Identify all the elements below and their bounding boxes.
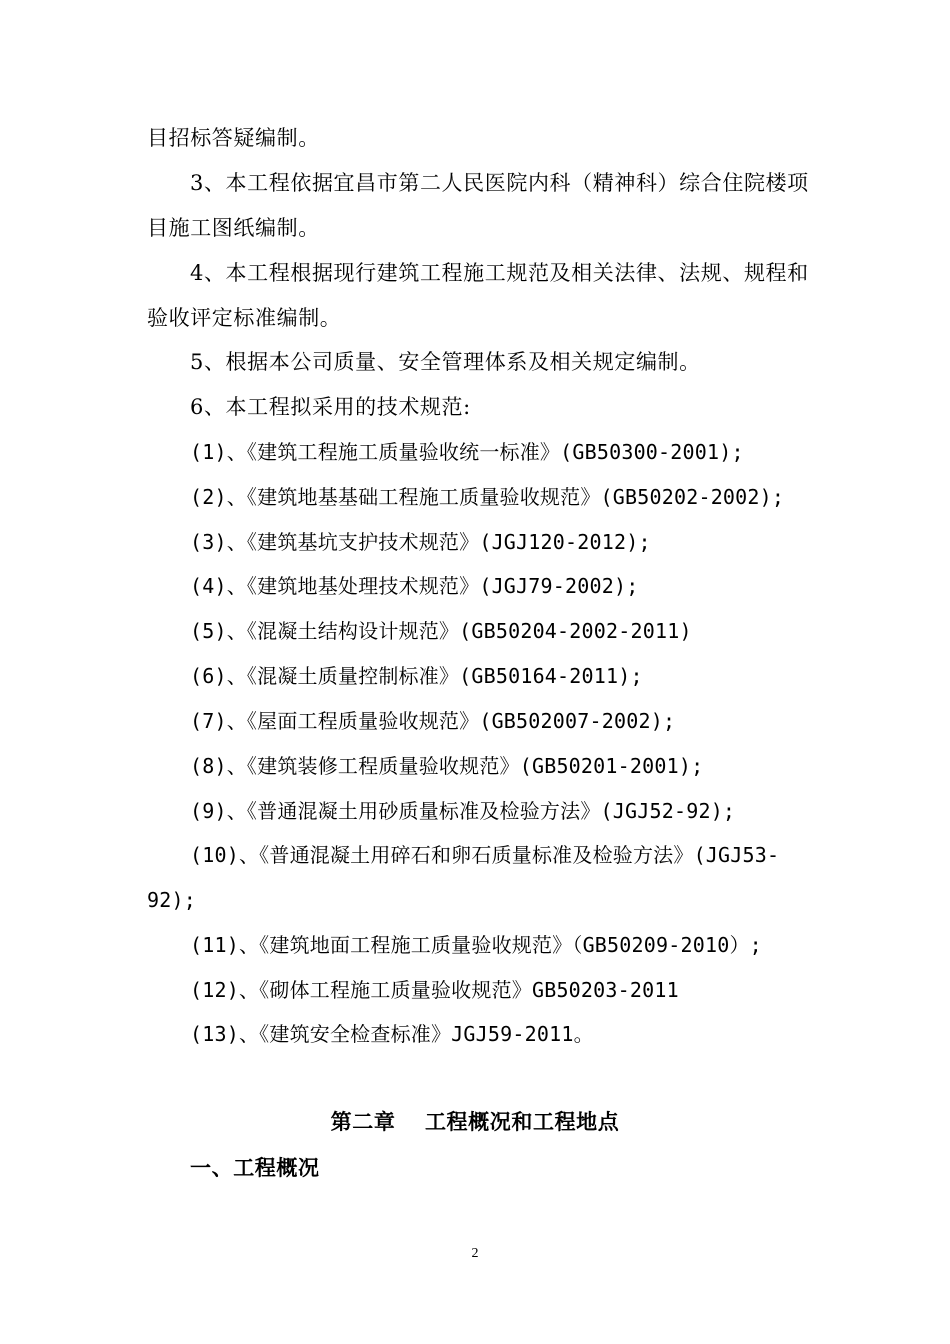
spec-10-line-2: 92); [147,888,196,912]
spec-3: (3)、《建筑基坑支护技术规范》(JGJ120-2012); [190,530,651,554]
spec-12: (12)、《砌体工程施工质量验收规范》GB50203-2011 [190,978,679,1002]
paragraph-continuation: 目招标答疑编制。 [147,126,320,150]
spec-10-line-1: (10)、《普通混凝土用碎石和卵石质量标准及检验方法》(JGJ53- [190,843,780,867]
item-6: 6、本工程拟采用的技术规范: [190,395,471,419]
spec-11: (11)、《建筑地面工程施工质量验收规范》（GB50209-2010）; [190,933,762,957]
item-4-line-2: 验收评定标准编制。 [147,306,342,330]
section-title: 一、工程概况 [190,1156,320,1180]
item-3-line-2: 目施工图纸编制。 [147,216,320,240]
spec-8: (8)、《建筑装修工程质量验收规范》(GB50201-2001); [190,754,704,778]
item-5: 5、根据本公司质量、安全管理体系及相关规定编制。 [190,350,701,374]
spec-7: (7)、《屋面工程质量验收规范》(GB502007-2002); [190,709,676,733]
item-3-line-1: 3、本工程依据宜昌市第二人民医院内科（精神科）综合住院楼项 [190,171,809,195]
spec-1: (1)、《建筑工程施工质量验收统一标准》(GB50300-2001); [190,440,744,464]
spec-13: (13)、《建筑安全检查标准》JGJ59-2011。 [190,1022,594,1046]
page-number: 2 [471,1246,479,1261]
spec-5: (5)、《混凝土结构设计规范》(GB50204-2002-2011) [190,619,692,643]
spec-2: (2)、《建筑地基基础工程施工质量验收规范》(GB50202-2002); [190,485,785,509]
spec-4: (4)、《建筑地基处理技术规范》(JGJ79-2002); [190,574,639,598]
spec-9: (9)、《普通混凝土用砂质量标准及检验方法》(JGJ52-92); [190,799,736,823]
spec-6: (6)、《混凝土质量控制标准》(GB50164-2011); [190,664,643,688]
chapter-title: 第二章 工程概况和工程地点 [330,1110,620,1134]
item-4-line-1: 4、本工程根据现行建筑工程施工规范及相关法律、法规、规程和 [190,261,809,285]
